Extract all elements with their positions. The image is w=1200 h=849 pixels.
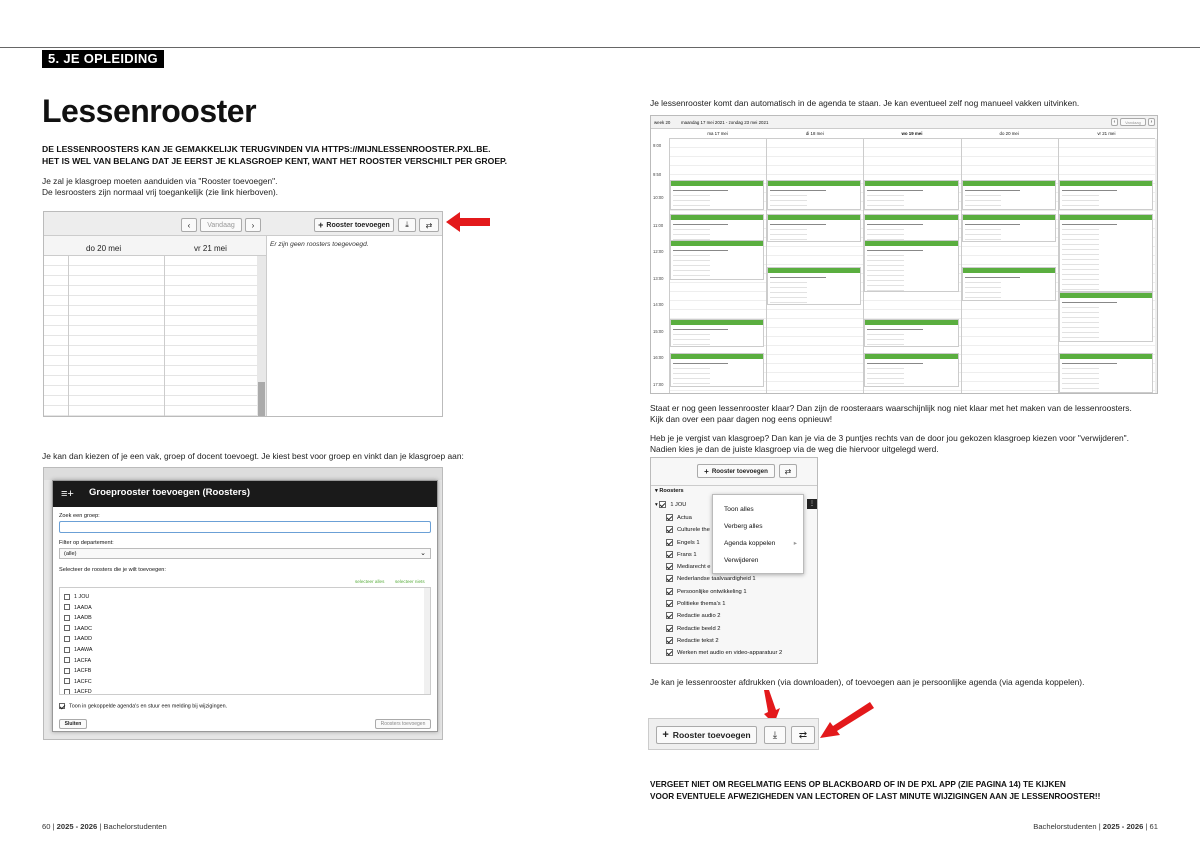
- download-button[interactable]: [398, 218, 416, 232]
- course-label: Nederlandse taalvaardigheid 1: [677, 576, 756, 583]
- filter-label: Filter op departement:: [59, 540, 114, 546]
- cal-time-label: 13:00: [653, 276, 664, 281]
- intro-line-1: Je zal je klasgroep moeten aanduiden via "Rooster toevoegen".: [42, 176, 278, 186]
- add-rooster-button[interactable]: [314, 218, 394, 232]
- cal-time-label: 10:00: [653, 195, 664, 200]
- print-text: Je kan je lessenrooster afdrukken (via downloaden), of toevoegen aan je persoonlijke agenda (via agenda koppelen).: [650, 677, 1085, 687]
- course-item[interactable]: [666, 610, 816, 622]
- none-line-2: Kijk dan over een paar dagen nog eens opnieuw!: [650, 414, 833, 424]
- course-checkbox[interactable]: [666, 551, 673, 558]
- page-title: Lessenrooster: [42, 93, 257, 129]
- group-option[interactable]: [64, 634, 426, 645]
- cal-event[interactable]: [1059, 180, 1153, 210]
- course-item[interactable]: [666, 623, 816, 635]
- cal-event-line: [673, 379, 710, 384]
- group-option-label: 1AAWA: [74, 646, 93, 653]
- filter-value: (alle): [64, 551, 77, 557]
- cal-time-label: 11:00: [653, 223, 664, 228]
- cal-event[interactable]: [962, 180, 1056, 210]
- red-arrow-icon: [446, 210, 492, 234]
- cal-time-label: 9:50: [653, 172, 662, 177]
- group-checkbox[interactable]: [64, 615, 70, 621]
- cal-scrollbar[interactable]: [1155, 139, 1158, 394]
- caret-down-icon: ▾: [655, 501, 660, 508]
- sync-icon: ⇄: [425, 220, 433, 230]
- cal-event[interactable]: [1059, 292, 1153, 342]
- cal-day-header: do 20 mei: [999, 131, 1019, 136]
- closing-text: [650, 779, 1180, 803]
- chevron-left-icon: ‹: [187, 220, 191, 230]
- menu-icon: ≡+: [61, 488, 74, 500]
- cal-day-header: wo 19 mei: [901, 131, 923, 136]
- cal-event-line: [673, 340, 710, 345]
- group-option[interactable]: [64, 592, 426, 603]
- chevron-down-icon: ⌄: [420, 550, 426, 557]
- course-checkbox[interactable]: [666, 514, 673, 521]
- footer-left: 60 | 2025 - 2026 | Bachelorstudenten: [42, 822, 167, 831]
- course-item[interactable]: [666, 647, 816, 659]
- next-button[interactable]: [245, 218, 261, 232]
- cal-event[interactable]: [864, 353, 958, 387]
- course-checkbox[interactable]: [666, 588, 673, 595]
- course-label: Engels 1: [677, 539, 700, 546]
- course-item[interactable]: [666, 598, 816, 610]
- cal-event[interactable]: [670, 214, 764, 242]
- group-option-label: 1AADD: [74, 636, 92, 643]
- cal-event[interactable]: [767, 267, 861, 305]
- day-header-row: [44, 236, 266, 256]
- wrong-line-1: Heb je je vergist van klasgroep? Dan kan je via de 3 puntjes rechts van de door jou gekozen klasgroep kiezen voor "verwijderen".: [650, 433, 1129, 443]
- big-add-rooster-button[interactable]: [656, 726, 757, 744]
- cal-event[interactable]: [1059, 214, 1153, 292]
- submenu-arrow-icon: ▸: [793, 540, 797, 547]
- cal-day-header: di 18 mei: [805, 131, 824, 136]
- select-none-link[interactable]: selecteer niets: [395, 579, 425, 584]
- cal-time-label: 14:00: [653, 302, 664, 307]
- group-option[interactable]: [64, 603, 426, 614]
- none-text: [650, 403, 1170, 425]
- course-label: Persoonlijke ontwikkeling 1: [677, 588, 747, 595]
- choose-text: Je kan dan kiezen of je een vak, groep of docent toevoegt. Je kiest best voor groep en vinkt dan je klasgroep aan:: [42, 451, 464, 461]
- notify-label: Toon in gekoppelde agenda's en stuur een melding bij wijzigingen.: [69, 703, 228, 710]
- cal-event[interactable]: [962, 267, 1056, 301]
- course-checkbox[interactable]: [666, 575, 673, 582]
- closing-line-2: VOOR EVENTUELE AFWEZIGHEDEN VAN LECTOREN OF LAST MINUTE WIJZIGINGEN AAN JE LESSENROOSTER!!: [650, 792, 1101, 801]
- course-checkbox[interactable]: [666, 649, 673, 656]
- context-menu-label: Verberg alles: [724, 523, 763, 530]
- course-checkbox[interactable]: [666, 539, 673, 546]
- list-scrollbar[interactable]: [424, 588, 430, 695]
- group-option-label: 1AADC: [74, 625, 92, 632]
- plus-icon: +: [662, 729, 669, 741]
- course-checkbox[interactable]: [666, 625, 673, 632]
- cal-time-label: 17:00: [653, 382, 664, 387]
- group-list: [59, 587, 431, 695]
- cal-event-line: [770, 298, 807, 303]
- group-option-label: 1ACFC: [74, 678, 92, 685]
- context-menu-item[interactable]: [713, 518, 803, 535]
- cal-event-line: [867, 286, 904, 291]
- day-header-1: do 20 mei: [86, 244, 122, 253]
- group-option-label: 1AADB: [74, 615, 92, 622]
- group-checkbox[interactable]: [64, 678, 70, 684]
- today-button[interactable]: Vandaag: [200, 218, 242, 232]
- chevron-right-icon: ›: [251, 220, 255, 230]
- dialog: [52, 480, 438, 732]
- auto-text: Je lessenrooster komt dan automatisch in de agenda te staan. Je kan eventueel zelf nog manueel vakken uitvinken.: [650, 98, 1080, 108]
- filter-select[interactable]: [59, 548, 431, 559]
- cal-day-header: vr 21 mei: [1097, 131, 1116, 136]
- group-option[interactable]: [64, 666, 426, 677]
- cal-time-label: 12:00: [653, 249, 664, 254]
- menu-add-rooster-label: Rooster toevoegen: [711, 467, 768, 475]
- search-label: Zoek een groep:: [59, 513, 100, 519]
- chevron-left-icon: ‹: [1113, 119, 1116, 125]
- cal-next-button[interactable]: [1148, 118, 1155, 126]
- day-header-2: vr 21 mei: [194, 244, 227, 253]
- cal-event-line: [867, 206, 904, 210]
- context-menu-item[interactable]: [713, 552, 803, 569]
- course-item[interactable]: [666, 573, 816, 585]
- menu-divider: [651, 485, 818, 486]
- sync-icon: ⇄: [784, 466, 792, 476]
- cal-time-axis: [651, 139, 669, 394]
- background-strip: [44, 468, 443, 480]
- add-rooster-label: Rooster toevoegen: [326, 221, 390, 229]
- group-checkbox[interactable]: [64, 625, 70, 631]
- chevron-right-icon: ›: [1150, 119, 1153, 125]
- course-checkbox[interactable]: [666, 612, 673, 619]
- dialog-title: Groeprooster toevoegen (Roosters): [89, 487, 250, 498]
- cal-columns: [669, 139, 1155, 394]
- wrong-line-2: Nadien kies je dan de juiste klasgroep via de weg die hiervoor uitgelegd werd.: [650, 444, 939, 454]
- lead-line-2: HET IS WEL VAN BELANG DAT JE EERST JE KLASGROEP KENT, WANT HET ROOSTER VERSCHILT PER GROEP.: [42, 156, 508, 166]
- add-rosters-button[interactable]: Roosters toevoegen: [375, 719, 431, 729]
- sync-icon: ⇄: [798, 729, 808, 741]
- course-item[interactable]: [666, 586, 816, 598]
- cal-event[interactable]: [864, 240, 958, 292]
- download-icon: ⤓: [405, 220, 409, 229]
- cal-event-line: [1062, 389, 1099, 393]
- footer-year-left: 2025 - 2026: [56, 822, 98, 831]
- week-range: maandag 17 mei 2021 - zondag 23 mei 2021: [681, 120, 769, 125]
- cal-event[interactable]: [767, 214, 861, 242]
- context-menu-label: Agenda koppelen: [724, 540, 776, 547]
- cal-event-line: [770, 206, 807, 210]
- course-label: Redactie beeld 2: [677, 625, 721, 632]
- notify-checkbox[interactable]: [59, 703, 65, 709]
- panel-divider: [266, 236, 267, 417]
- context-menu-label: Verwijderen: [724, 557, 759, 564]
- cal-event[interactable]: [767, 180, 861, 210]
- screenshot-calendar: [650, 115, 1158, 394]
- cal-event-line: [965, 235, 1002, 240]
- group-checkbox[interactable]: [64, 647, 70, 653]
- context-menu-item[interactable]: [713, 501, 803, 518]
- caret-down-icon: ▾: [655, 488, 660, 494]
- cal-prev-button[interactable]: [1111, 118, 1118, 126]
- cal-event-line: [770, 235, 807, 240]
- cal-event-line: [965, 293, 1002, 298]
- big-download-button[interactable]: [764, 726, 786, 744]
- course-checkbox[interactable]: [666, 526, 673, 533]
- cal-time-label: 15:00: [653, 329, 664, 334]
- grid-divider: [68, 256, 69, 417]
- group-checkbox[interactable]: [659, 501, 666, 508]
- cal-event[interactable]: [670, 180, 764, 210]
- plus-icon: +: [704, 466, 709, 476]
- scrollbar-thumb[interactable]: [258, 382, 265, 417]
- cal-event[interactable]: [962, 214, 1056, 242]
- lead-line-1: DE LESSENROOSTERS KAN JE GEMAKKELIJK TERUGVINDEN VIA HTTPS://MIJNLESSENROOSTER.PXL.BE.: [42, 144, 491, 154]
- cal-event[interactable]: [670, 353, 764, 387]
- group-checkbox[interactable]: [64, 636, 70, 642]
- cal-day-headers: [669, 130, 1155, 139]
- course-checkbox[interactable]: [666, 637, 673, 644]
- big-sync-button[interactable]: [791, 726, 815, 744]
- screenshot-menu: [650, 457, 818, 664]
- footer-label-right: Bachelorstudenten: [1033, 822, 1097, 831]
- roosters-heading: [655, 488, 684, 494]
- context-menu: [712, 494, 804, 574]
- course-checkbox[interactable]: [666, 563, 673, 570]
- screenshot-dialog: [43, 467, 443, 740]
- group-checkbox[interactable]: [64, 604, 70, 610]
- wrong-text: [650, 433, 1170, 455]
- calendar-grid: [44, 256, 266, 417]
- button-bar: [648, 718, 819, 750]
- prev-button[interactable]: [181, 218, 197, 232]
- cal-event[interactable]: [864, 180, 958, 210]
- cal-event-line: [1062, 206, 1099, 210]
- course-label: Werken met audio en video-apparatuur 2: [677, 650, 783, 657]
- top-rule: [0, 47, 1200, 48]
- group-option-label: 1ACFB: [74, 668, 92, 675]
- context-menu-label: Toon alles: [724, 506, 754, 513]
- plus-icon: +: [318, 220, 324, 230]
- footer-year-right: 2025 - 2026: [1102, 822, 1144, 831]
- page-number-left: 60: [42, 822, 51, 831]
- close-button[interactable]: Sluiten: [59, 719, 87, 729]
- cal-time-label: 16:00: [653, 355, 664, 360]
- cal-event[interactable]: [1059, 353, 1153, 393]
- course-checkbox[interactable]: [666, 600, 673, 607]
- intro-line-2: De lesroosters zijn normaal vrij toegankelijk (zie link hierboven).: [42, 187, 278, 197]
- group-option-label: 1ACFD: [74, 689, 92, 695]
- footer-label-left: Bachelorstudenten: [103, 822, 167, 831]
- notify-option[interactable]: [59, 703, 227, 709]
- select-all-link[interactable]: selecteer alles: [355, 579, 385, 584]
- closing-line-1: VERGEET NIET OM REGELMATIG EENS OP BLACKBOARD OF IN DE PXL APP (ZIE PAGINA 14) TE KIJKEN: [650, 780, 1066, 789]
- none-line-1: Staat er nog geen lessenrooster klaar? Dan zijn de roosteraars waarschijnlijk nog niet klaar met het maken van de lessenroosters.: [650, 403, 1132, 413]
- course-label: Mediarecht e: [677, 564, 711, 571]
- group-checkbox[interactable]: [64, 689, 70, 695]
- group-option[interactable]: [64, 687, 426, 695]
- course-label: Politieke thema's 1: [677, 601, 726, 608]
- lead-text: [42, 143, 562, 167]
- cal-event-line: [867, 340, 904, 345]
- cal-event-line: [1062, 338, 1099, 342]
- cal-event[interactable]: [864, 214, 958, 242]
- group-option-label: 1 JOU: [74, 594, 90, 600]
- menu-add-rooster-button[interactable]: [697, 464, 775, 478]
- week-label: week 20: [654, 120, 671, 125]
- group-checkbox[interactable]: [64, 668, 70, 674]
- footer-right: Bachelorstudenten | 2025 - 2026 | 61: [1033, 822, 1158, 831]
- cal-today-button[interactable]: Vandaag: [1120, 118, 1146, 126]
- group-checkbox[interactable]: [64, 657, 70, 663]
- search-input[interactable]: [59, 521, 431, 533]
- context-menu-item[interactable]: [713, 535, 803, 552]
- cal-event-line: [1062, 285, 1099, 290]
- cal-day-header: ma 17 mei: [707, 131, 728, 136]
- download-icon: ⤓: [772, 729, 778, 741]
- course-label: Actua: [677, 515, 692, 521]
- intro-text: [42, 176, 562, 198]
- course-label: Frans 1: [677, 551, 697, 558]
- course-label: Culturele the: [677, 527, 710, 534]
- group-option[interactable]: [64, 677, 426, 688]
- group-option[interactable]: [64, 645, 426, 656]
- chapter-label: 5. JE OPLEIDING: [42, 50, 164, 68]
- group-row[interactable]: [655, 501, 686, 508]
- grid-divider: [164, 256, 165, 417]
- cal-event-line: [867, 379, 904, 384]
- menu-sync-button[interactable]: [779, 464, 797, 478]
- select-label: Selecteer de roosters die je wilt toevoegen:: [59, 567, 166, 573]
- group-option[interactable]: [64, 613, 426, 624]
- group-label: 1 JOU: [670, 501, 687, 508]
- cal-time-label: 9:00: [653, 143, 662, 148]
- course-label: Redactie audio 2: [677, 613, 721, 620]
- course-label: Redactie tekst 2: [677, 637, 719, 644]
- course-item[interactable]: [666, 635, 816, 647]
- more-options-icon[interactable]: ⋮: [809, 501, 815, 507]
- group-checkbox[interactable]: [64, 594, 70, 600]
- cal-event[interactable]: [864, 319, 958, 347]
- group-option-label: 1ACFA: [74, 657, 92, 664]
- cal-event[interactable]: [670, 319, 764, 347]
- page-number-right: 61: [1149, 822, 1158, 831]
- group-option-label: 1AADA: [74, 604, 92, 611]
- group-option[interactable]: [64, 624, 426, 635]
- red-arrow-icon: [820, 700, 876, 740]
- cal-event[interactable]: [670, 240, 764, 280]
- roosters-label: Roosters: [659, 488, 684, 494]
- cal-event-line: [673, 206, 710, 210]
- group-option[interactable]: [64, 656, 426, 667]
- empty-message: Er zijn geen roosters toegevoegd.: [270, 241, 369, 248]
- screenshot-rooster-empty: [43, 211, 443, 417]
- big-add-rooster-label: Rooster toevoegen: [672, 730, 751, 740]
- cal-event-line: [673, 276, 710, 280]
- sync-button[interactable]: [419, 218, 439, 232]
- cal-event-line: [965, 206, 1002, 210]
